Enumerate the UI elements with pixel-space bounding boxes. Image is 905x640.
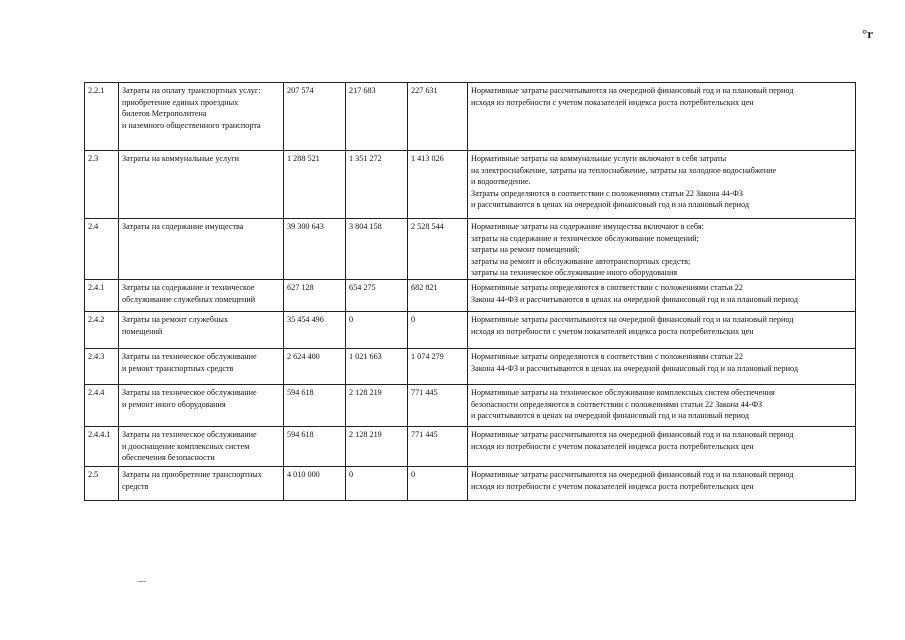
row-note-line: и рассчитываются в ценах на очередной финансовый год и на плановый период xyxy=(471,411,750,421)
row-note-line: Затраты определяются в соответствии с положениями статьи 22 Закона 44-ФЗ xyxy=(471,188,743,198)
row-code: 2.5 xyxy=(85,466,119,500)
value-year-1: 1 288 521 xyxy=(284,151,346,219)
row-name-line: Затраты на ремонт служебных xyxy=(122,314,228,324)
budget-table xyxy=(84,82,856,501)
row-note-line: безопасности определяются в соответствии с положениями статьи 22 Закона 44-ФЗ xyxy=(471,399,763,409)
row-note-line: затраты на ремонт помещений; xyxy=(471,245,580,255)
value-year-3: 0 xyxy=(408,466,468,500)
row-name-line: и наземного общественного транспорта xyxy=(122,120,261,130)
row-note xyxy=(468,426,856,466)
row-name-line: приобретение единых проездных xyxy=(122,97,239,107)
row-name-line: Затраты на приобретение транспортных xyxy=(122,469,262,479)
corner-mark: °r xyxy=(862,26,873,41)
row-name xyxy=(119,311,284,348)
row-name-line: и ремонт иного оборудования xyxy=(122,399,226,409)
row-note-line: Нормативные затраты на коммунальные услуги включают в себя затраты xyxy=(471,154,727,163)
row-name xyxy=(119,384,284,426)
value-year-1: 627 128 xyxy=(284,279,346,311)
table-row xyxy=(85,311,856,348)
row-name xyxy=(119,219,284,280)
row-name-line: Затраты на техническое обслуживание xyxy=(122,351,257,361)
value-year-1: 207 574 xyxy=(284,83,346,151)
row-note-line: и водоотведение. xyxy=(471,177,531,187)
row-note xyxy=(468,151,856,219)
row-name-line: билетов Метрополитена xyxy=(122,109,207,119)
table-row xyxy=(85,219,856,280)
value-year-1: 594 618 xyxy=(284,426,346,466)
value-year-2: 1 021 663 xyxy=(346,348,408,384)
row-name-line: и дооснащение комплексных систем xyxy=(122,441,250,451)
value-year-3: 1 413 026 xyxy=(408,151,468,219)
row-name-line: Затраты на оплату транспортных услуг: xyxy=(122,86,261,95)
table-row xyxy=(85,348,856,384)
row-note-line: Нормативные затраты определяются в соответствии с положениями статьи 22 xyxy=(471,282,743,292)
row-code: 2.3 xyxy=(85,151,119,219)
row-note-line: исходя из потребности с учетом показателей индекса роста потребительских цен xyxy=(471,97,754,107)
table-row xyxy=(85,151,856,219)
row-code: 2.2.1 xyxy=(85,83,119,151)
row-note-line: на электроснабжение, затраты на теплоснабжение, затраты на холодное водоснабжение xyxy=(471,165,777,175)
table-row xyxy=(85,384,856,426)
value-year-1: 2 624 400 xyxy=(284,348,346,384)
row-note-line: затраты на ремонт и обслуживание автотранспортных средств; xyxy=(471,256,691,266)
row-name xyxy=(119,151,284,219)
row-code: 2.4.1 xyxy=(85,279,119,311)
row-note xyxy=(468,311,856,348)
value-year-3: 0 xyxy=(408,311,468,348)
value-year-3: 227 631 xyxy=(408,83,468,151)
value-year-1: 4 010 000 xyxy=(284,466,346,500)
row-name-line: Затраты на содержание имущества xyxy=(122,222,244,231)
row-name-line: Затраты на содержание и техническое xyxy=(122,282,255,292)
row-name-line: обеспечения безопасности xyxy=(122,453,215,463)
row-name xyxy=(119,466,284,500)
row-note-line: Нормативные затраты на содержание имущества включают в себя: xyxy=(471,222,704,231)
row-name xyxy=(119,83,284,151)
row-note-line: Нормативные затраты рассчитываются на очередной финансовый год и на плановый период xyxy=(471,429,794,439)
row-name-line: Затраты на техническое обслуживание xyxy=(122,387,257,397)
row-name xyxy=(119,426,284,466)
table-row xyxy=(85,279,856,311)
value-year-2: 2 128 219 xyxy=(346,384,408,426)
row-note xyxy=(468,279,856,311)
row-note-line: затраты на содержание и техническое обслуживание помещений; xyxy=(471,233,699,243)
row-code: 2.4.2 xyxy=(85,311,119,348)
table-row xyxy=(85,466,856,500)
value-year-2: 0 xyxy=(346,466,408,500)
value-year-2: 2 128 219 xyxy=(346,426,408,466)
value-year-2: 3 804 158 xyxy=(346,219,408,280)
row-name xyxy=(119,348,284,384)
row-note-line: и рассчитываются в ценах на очередной финансовый год и на плановый период xyxy=(471,200,750,210)
value-year-3: 2 528 544 xyxy=(408,219,468,280)
row-code: 2.4.4.1 xyxy=(85,426,119,466)
row-note-line: исходя из потребности с учетом показателей индекса роста потребительских цен xyxy=(471,441,754,451)
row-note-line: Закона 44-ФЗ и рассчитываются в ценах на очередной финансовый год и на плановый период xyxy=(471,363,799,373)
row-name-line: и ремонт транспортных средств xyxy=(122,363,234,373)
row-code: 2.4.4 xyxy=(85,384,119,426)
value-year-3: 771 445 xyxy=(408,384,468,426)
value-year-2: 217 683 xyxy=(346,83,408,151)
row-code: 2.4 xyxy=(85,219,119,280)
row-note xyxy=(468,219,856,280)
row-note-line: Нормативные затраты определяются в соответствии с положениями статьи 22 xyxy=(471,351,743,361)
row-note-line: затраты на техническое обслуживание иного оборудования xyxy=(471,268,678,278)
row-note-line: исходя из потребности с учетом показателей индекса роста потребительских цен xyxy=(471,326,754,336)
value-year-3: 771 445 xyxy=(408,426,468,466)
value-year-2: 0 xyxy=(346,311,408,348)
row-note xyxy=(468,83,856,151)
table-row xyxy=(85,426,856,466)
row-note-line: Нормативные затраты рассчитываются на очередной финансовый год и на плановый период xyxy=(471,469,794,479)
value-year-3: 1 074 279 xyxy=(408,348,468,384)
row-note-line: Нормативные затраты на техническое обслуживание комплексных систем обеспечения xyxy=(471,387,775,397)
row-code: 2.4.3 xyxy=(85,348,119,384)
row-note xyxy=(468,384,856,426)
value-year-2: 1 351 272 xyxy=(346,151,408,219)
row-note-line: Нормативные затраты рассчитываются на очередной финансовый год и на плановый период xyxy=(471,314,794,324)
row-note-line: Нормативные затраты рассчитываются на очередной финансовый год и на плановый период xyxy=(471,86,794,95)
row-name-line: Затраты на коммунальные услуги xyxy=(122,154,239,163)
value-year-1: 39 300 643 xyxy=(284,219,346,280)
value-year-1: 594 618 xyxy=(284,384,346,426)
row-name-line: обслуживание служебных помещений xyxy=(122,294,256,304)
row-note-line: исходя из потребности с учетом показателей индекса роста потребительских цен xyxy=(471,481,754,491)
row-name-line: помещений xyxy=(122,326,163,336)
row-note xyxy=(468,348,856,384)
value-year-3: 682 821 xyxy=(408,279,468,311)
value-year-1: 35 454 496 xyxy=(284,311,346,348)
table-row xyxy=(85,83,856,151)
row-name xyxy=(119,279,284,311)
row-name-line: Затраты на техническое обслуживание xyxy=(122,429,257,439)
scan-artifact xyxy=(138,581,146,582)
row-note-line: Закона 44-ФЗ и рассчитываются в ценах на очередной финансовый год и на плановый период xyxy=(471,294,799,304)
value-year-2: 654 275 xyxy=(346,279,408,311)
row-note xyxy=(468,466,856,500)
row-name-line: средств xyxy=(122,481,149,491)
